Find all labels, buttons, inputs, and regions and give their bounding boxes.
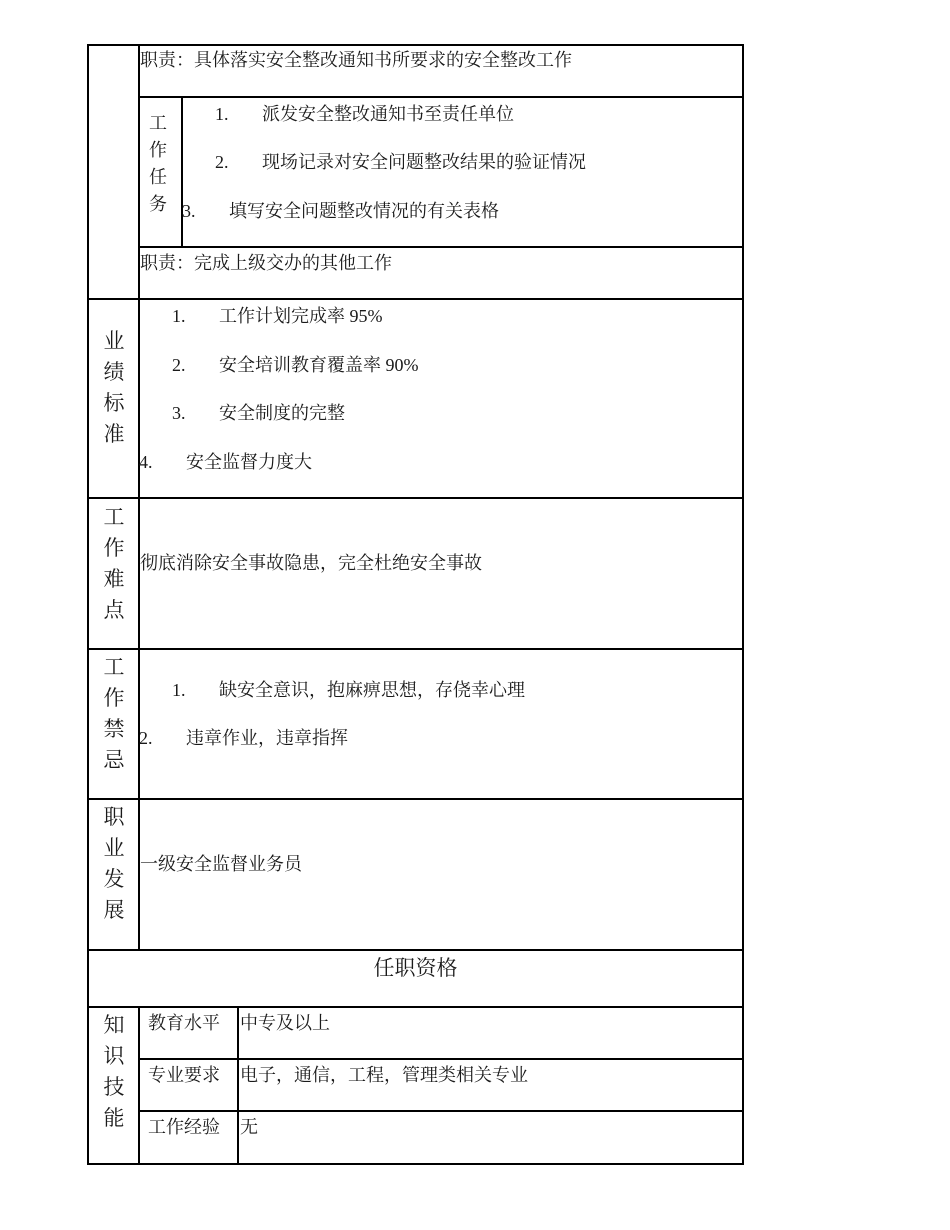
section-divider-qualification	[87, 949, 744, 951]
knowledge-key-divider	[237, 1006, 239, 1165]
performance-2-text: 安全培训教育覆盖率 90%	[219, 355, 419, 375]
taboo-2-text: 违章作业，违章指挥	[186, 728, 348, 748]
knowledge-row-divider-1	[138, 1058, 744, 1060]
task-3-number: 3.	[182, 201, 196, 221]
duty2-divider	[138, 246, 744, 248]
task-2-text: 现场记录对安全问题整改结果的验证情况	[262, 152, 586, 172]
border-left	[87, 44, 89, 1165]
difficulty-text: 彻底消除安全事故隐患，完全杜绝安全事故	[140, 553, 482, 573]
task-3-text: 填写安全问题整改情况的有关表格	[229, 201, 499, 221]
performance-label: 业绩标准	[103, 329, 125, 446]
section-divider-performance	[87, 298, 744, 300]
education-key: 教育水平	[148, 1013, 220, 1033]
performance-4-number: 4.	[139, 452, 153, 472]
border-top	[87, 44, 744, 46]
task-2-number: 2.	[215, 152, 229, 172]
border-bottom	[87, 1163, 744, 1165]
duty1-divider	[138, 96, 744, 98]
experience-key: 工作经验	[148, 1117, 220, 1137]
border-right	[742, 44, 744, 1165]
section-divider-knowledge	[87, 1006, 744, 1008]
knowledge-label: 知识技能	[103, 1013, 125, 1130]
task-1-number: 1.	[215, 104, 229, 124]
task-label-divider	[181, 96, 183, 247]
education-value: 中专及以上	[240, 1013, 330, 1033]
taboo-label: 工作禁忌	[103, 655, 125, 772]
performance-1-text: 工作计划完成率 95%	[219, 306, 383, 326]
duty2-responsibility: 职责：完成上级交办的其他工作	[140, 253, 392, 273]
section-divider-difficulty	[87, 497, 744, 499]
performance-3-text: 安全制度的完整	[219, 403, 345, 423]
knowledge-row-divider-2	[138, 1110, 744, 1112]
section-divider-taboo	[87, 648, 744, 650]
major-key: 专业要求	[148, 1065, 220, 1085]
performance-4-text: 安全监督力度大	[186, 452, 312, 472]
taboo-1-text: 缺安全意识，抱麻痹思想，存侥幸心理	[219, 680, 525, 700]
qualification-heading: 任职资格	[373, 956, 458, 980]
section-divider-career	[87, 798, 744, 800]
major-value: 电子，通信，工程，管理类相关专业	[240, 1065, 528, 1085]
difficulty-label: 工作难点	[103, 505, 125, 622]
taboo-1-number: 1.	[172, 680, 186, 700]
taboo-2-number: 2.	[139, 728, 153, 748]
performance-2-number: 2.	[172, 355, 186, 375]
performance-1-number: 1.	[172, 306, 186, 326]
experience-value: 无	[240, 1117, 258, 1137]
task-1-text: 派发安全整改通知书至责任单位	[262, 104, 514, 124]
task-label: 工作任务	[149, 113, 167, 214]
career-text: 一级安全监督业务员	[140, 854, 302, 874]
duty1-responsibility: 职责：具体落实安全整改通知书所要求的安全整改工作	[140, 50, 572, 70]
performance-3-number: 3.	[172, 403, 186, 423]
knowledge-label-divider	[138, 1006, 140, 1165]
career-label: 职业发展	[103, 805, 125, 922]
